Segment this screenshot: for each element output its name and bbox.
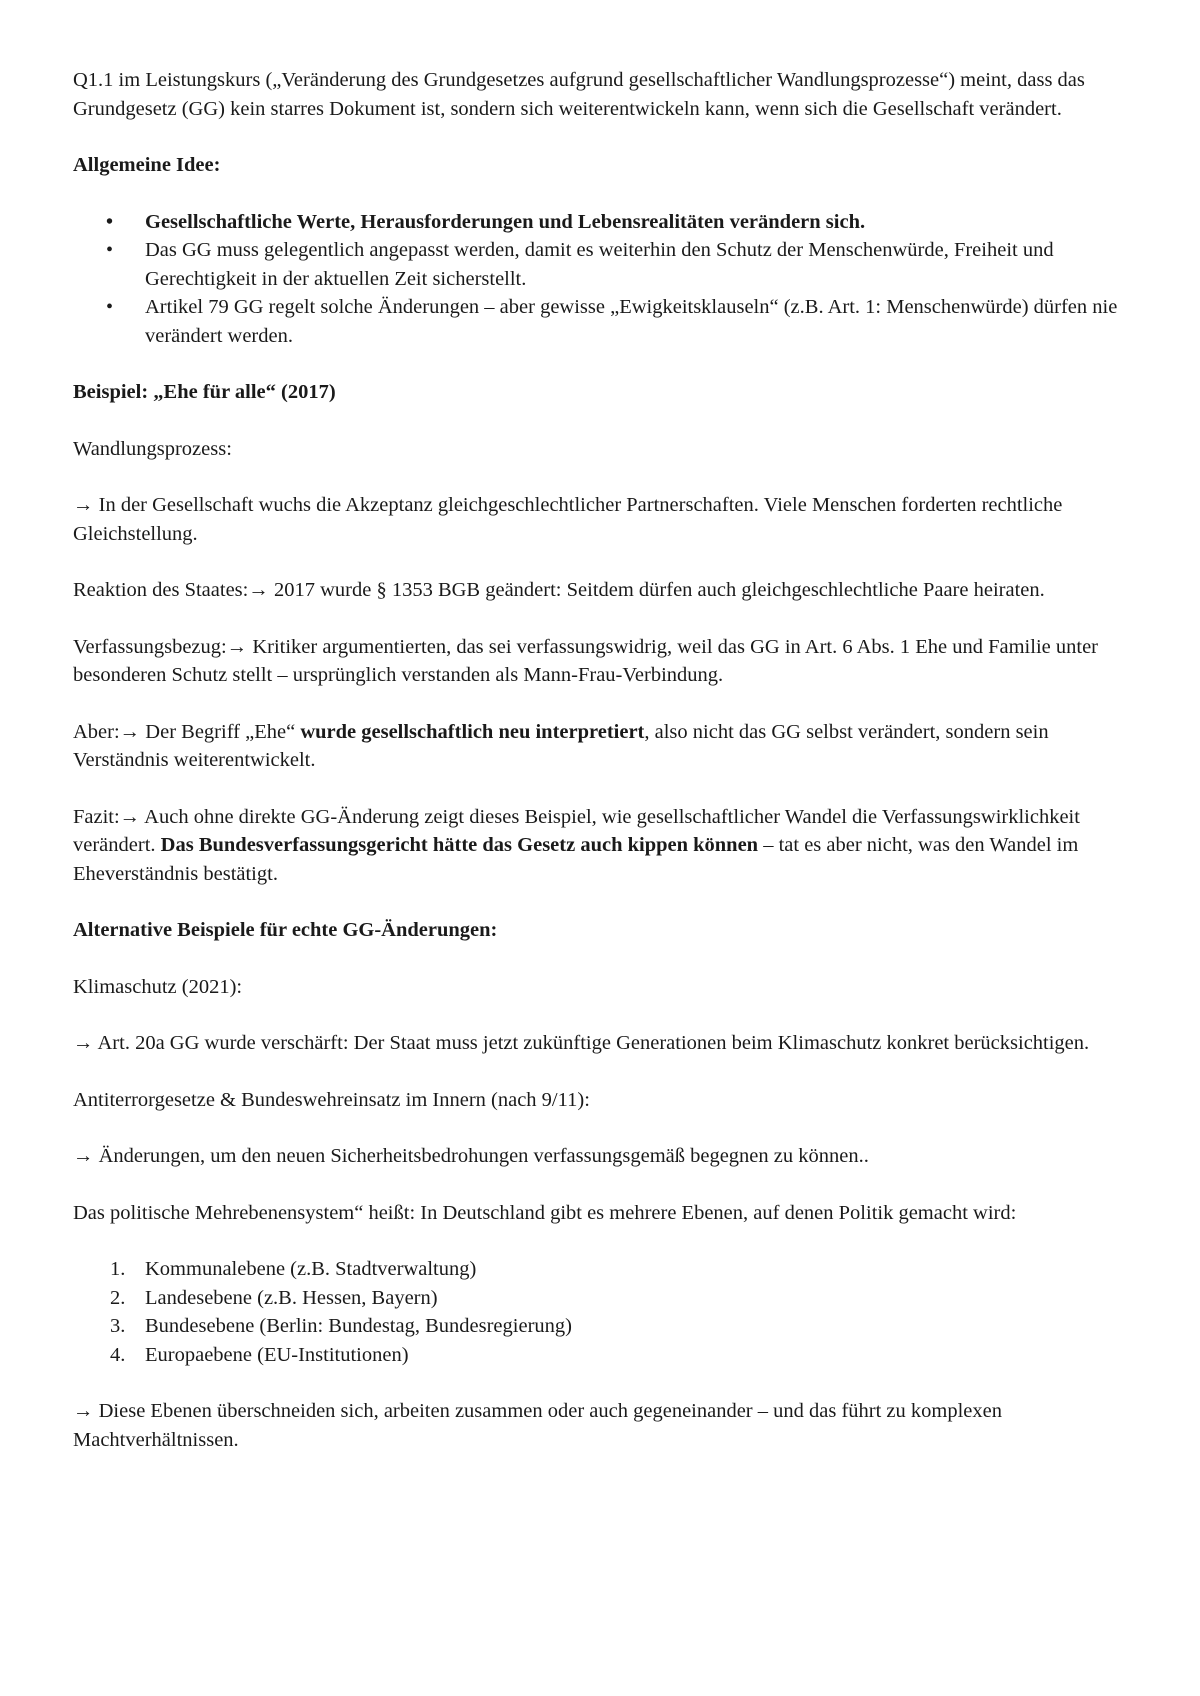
wandlungsprozess-label: Wandlungsprozess: <box>73 437 232 460</box>
mehrebenen-intro: Das politische Mehrebenensystem“ heißt: In Deutschland gibt es mehrere Ebenen, auf denen Politik gemacht wird: <box>73 1201 1017 1224</box>
list-number: 1. <box>110 1258 126 1280</box>
list-number: 4. <box>110 1343 126 1366</box>
ebenen-list <box>73 1255 1143 1369</box>
mehrebenen-conclusion: → Diese Ebenen überschneiden sich, arbeiten zusammen oder auch gegeneinander – und das führt zu komplexen Machtverhältnissen. <box>73 1400 1002 1451</box>
list-item-text: Landesebene (z.B. Hessen, Bayern) <box>145 1286 438 1309</box>
wandlungsprozess-text: → In der Gesellschaft wuchs die Akzeptanz gleichgeschlechtlicher Partnerschaften. Viele Menschen forderten rechtliche Gleichstellung. <box>73 494 1063 545</box>
klimaschutz-label: Klimaschutz (2021): <box>73 975 243 998</box>
alternativen-heading: Alternative Beispiele für echte GG-Änderungen: <box>73 919 498 941</box>
list-item: • Artikel 79 GG regelt solche Änderungen – aber gewisse „Ewigkeitsklauseln“ (z.B. Art. 1: Menschenwürde) dürfen nie verändert werden. <box>73 293 1143 350</box>
klimaschutz-text: → Art. 20a GG wurde verschärft: Der Staat muss jetzt zukünftige Generationen beim Klimaschutz konkret berücksichtigen. <box>73 1032 1090 1054</box>
list-item <box>73 1341 1143 1370</box>
intro-paragraph: Q1.1 im Leistungskurs („Veränderung des Grundgesetzes aufgrund gesellschaftlicher Wandlungsprozesse“) meint, dass das Grundgesetz (GG) kein starres Dokument ist, sondern sich weiterentwickeln kann, wenn sich die Gesellschaft verändert. <box>73 69 1085 120</box>
list-item <box>73 1284 1143 1313</box>
verfassungsbezug-paragraph: Verfassungsbezug:→ Kritiker argumentierten, das sei verfassungswidrig, weil das GG in Art. 6 Abs. 1 Ehe und Familie unter besonderen Schutz stellt – ursprünglich verstanden als Mann-Frau-Verbindung. <box>73 635 1098 686</box>
fazit-text-start: Fazit:→ Auch ohne direkte GG-Änderung zeigt dieses Beispiel, wie gesellschaftlicher Wandel die Verfassungswirklichkeit verändert. <box>73 805 1080 856</box>
list-item: • Das GG muss gelegentlich angepasst werden, damit es weiterhin den Schutz der Menschenwürde, Freiheit und Gerechtigkeit in der aktuellen Zeit sicherstellt. <box>73 236 1143 293</box>
aber-text-end: , also nicht das GG selbst verändert, sondern sein Verständnis weiterentwickelt. <box>73 720 1049 771</box>
document-page <box>73 66 1143 1482</box>
allgemeine-idee-heading: Allgemeine Idee: <box>73 154 221 176</box>
antiterror-label: Antiterrorgesetze & Bundeswehreinsatz im Innern (nach 9/11): <box>73 1088 590 1111</box>
list-number: 2. <box>110 1286 126 1309</box>
beispiel-heading: Beispiel: „Ehe für alle“ (2017) <box>73 381 336 403</box>
aber-emphasis: wurde gesellschaftlich neu interpretiert <box>300 720 645 743</box>
list-item-text: Bundesebene (Berlin: Bundestag, Bundesregierung) <box>145 1315 572 1337</box>
list-item-text: Kommunalebene (z.B. Stadtverwaltung) <box>145 1258 477 1280</box>
aber-paragraph <box>73 718 1143 775</box>
reaktion-paragraph: Reaktion des Staates:→ 2017 wurde § 1353 BGB geändert: Seitdem dürfen auch gleichgeschlechtliche Paare heiraten. <box>73 579 1045 601</box>
list-item-text: Europaebene (EU-Institutionen) <box>145 1343 409 1366</box>
list-item <box>73 1255 1143 1284</box>
aber-text-start: Aber:→ Der Begriff „Ehe“ <box>73 720 301 743</box>
list-number: 3. <box>110 1315 126 1337</box>
fazit-text-end: – tat es aber nicht, was den Wandel im Eheverständnis bestätigt. <box>73 834 1079 885</box>
allgemeine-idee-list <box>73 208 1143 351</box>
list-item: • Gesellschaftliche Werte, Herausforderungen und Lebensrealitäten verändern sich. <box>73 208 1143 237</box>
fazit-emphasis: Das Bundesverfassungsgericht hätte das Gesetz auch kippen können <box>160 834 759 856</box>
antiterror-text: → Änderungen, um den neuen Sicherheitsbedrohungen verfassungsgemäß begegnen zu können.. <box>73 1145 869 1167</box>
list-item <box>73 1312 1143 1341</box>
fazit-paragraph <box>73 803 1143 889</box>
